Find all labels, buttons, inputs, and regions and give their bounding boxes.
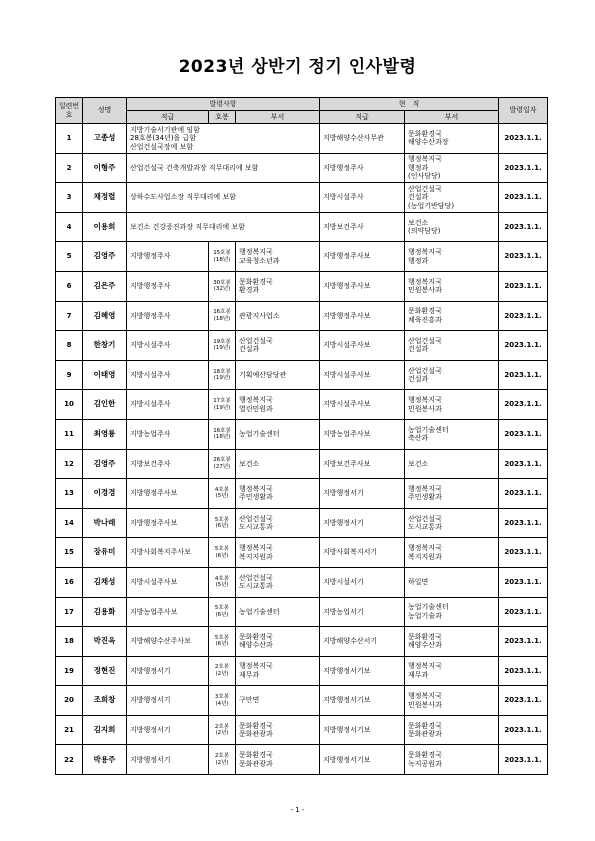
person-name: 고종성: [83, 124, 127, 154]
person-name: 박진옥: [83, 627, 127, 657]
appointment-date: 2023.1.1.: [499, 242, 548, 272]
header-name: 성명: [83, 98, 127, 124]
page-title: 2023년 상반기 정기 인사발령: [178, 57, 417, 77]
new-department: 문화환경국 문화관광과: [236, 715, 320, 745]
table-row: [56, 419, 548, 449]
new-rank: 지방행정서기: [127, 715, 209, 745]
row-number: 14: [56, 508, 83, 538]
current-department: 행정복지국 주민생활과: [405, 479, 499, 509]
current-rank: 지방행정서기보: [320, 715, 405, 745]
row-number: 9: [56, 360, 83, 390]
current-rank: 지방행정서기: [320, 479, 405, 509]
appointment-date: 2023.1.1.: [499, 212, 548, 242]
appointment-date: 2023.1.1.: [499, 360, 548, 390]
new-department: 구만면: [236, 686, 320, 716]
person-name: 장유미: [83, 538, 127, 568]
person-name: 최영룡: [83, 419, 127, 449]
person-name: 이경경: [83, 479, 127, 509]
current-rank: 지방행정주사보: [320, 242, 405, 272]
pay-step: 16호봉 (18년): [209, 301, 236, 331]
appointment-text: 산업건설국 건축개발과장 직무대리에 보함: [127, 153, 320, 183]
person-name: 김채성: [83, 567, 127, 597]
row-number: 7: [56, 301, 83, 331]
appointment-date: 2023.1.1.: [499, 508, 548, 538]
appointment-text: 지방기술서기관에 임함 28호봉(34년)을 급함 산업건설국장에 보함: [127, 124, 320, 154]
current-department: 행정복지국 행정과 (인사담당): [405, 153, 499, 183]
current-department: 문화환경국 해양수산과: [405, 627, 499, 657]
table-row: [56, 449, 548, 479]
appointment-date: 2023.1.1.: [499, 627, 548, 657]
row-number: 17: [56, 597, 83, 627]
pay-step: 5호봉 (6년): [209, 597, 236, 627]
new-rank: 지방행정주사보: [127, 479, 209, 509]
current-department: 문화환경국 해양수산과장: [405, 124, 499, 154]
table-row: [56, 567, 548, 597]
new-department: 산업건설국 도시교통과: [236, 508, 320, 538]
row-number: 12: [56, 449, 83, 479]
current-department: 행정복지국 재무과: [405, 656, 499, 686]
pay-step: 18호봉 (19년): [209, 360, 236, 390]
appointment-date: 2023.1.1.: [499, 745, 548, 775]
current-rank: 지방시설서기: [320, 567, 405, 597]
pay-step: 15호봉 (18년): [209, 242, 236, 272]
table-row: [56, 686, 548, 716]
pay-step: 2호봉 (2년): [209, 715, 236, 745]
page-number: - 1 -: [290, 806, 305, 814]
row-number: 5: [56, 242, 83, 272]
header-dept: 부서: [236, 111, 320, 124]
new-department: 행정복지국 교육청소년과: [236, 242, 320, 272]
pay-step: 19호봉 (19년): [209, 331, 236, 361]
current-department: 행정복지국 민원봉사과: [405, 271, 499, 301]
current-rank: 지방시설주사보: [320, 360, 405, 390]
person-name: 박용주: [83, 745, 127, 775]
new-rank: 지방행정주사: [127, 271, 209, 301]
row-number: 6: [56, 271, 83, 301]
current-department: 산업건설국 건설과 (농업기반담당): [405, 183, 499, 213]
appointment-date: 2023.1.1.: [499, 390, 548, 420]
current-department: 농업기술센터 축산과: [405, 419, 499, 449]
row-number: 20: [56, 686, 83, 716]
new-department: 산업건설국 도시교통과: [236, 567, 320, 597]
new-rank: 지방행정주사: [127, 242, 209, 272]
current-department: 행정복지국 복지지원과: [405, 538, 499, 568]
person-name: 김용화: [83, 597, 127, 627]
table-row: [56, 301, 548, 331]
table-row: [56, 627, 548, 657]
new-department: 관광지사업소: [236, 301, 320, 331]
appointment-text: 상하수도사업소장 직무대리에 보함: [127, 183, 320, 213]
person-name: 김지희: [83, 715, 127, 745]
new-department: 보건소: [236, 449, 320, 479]
new-department: 행정복지국 복지지원과: [236, 538, 320, 568]
row-number: 11: [56, 419, 83, 449]
row-number: 8: [56, 331, 83, 361]
person-name: 김은주: [83, 271, 127, 301]
row-number: 4: [56, 212, 83, 242]
appointment-date: 2023.1.1.: [499, 271, 548, 301]
pay-step: 26호봉 (27년): [209, 449, 236, 479]
table-row: [56, 508, 548, 538]
table-body: [56, 124, 548, 775]
row-number: 21: [56, 715, 83, 745]
current-rank: 지방행정서기보: [320, 745, 405, 775]
current-department: 하일면: [405, 567, 499, 597]
row-number: 10: [56, 390, 83, 420]
table-row: [56, 538, 548, 568]
table-row: [56, 745, 548, 775]
table-row: [56, 656, 548, 686]
row-number: 18: [56, 627, 83, 657]
appointment-date: 2023.1.1.: [499, 686, 548, 716]
current-department: 행정복지국 행정과: [405, 242, 499, 272]
person-name: 김인한: [83, 390, 127, 420]
pay-step: 3호봉 (4년): [209, 686, 236, 716]
person-name: 김영주: [83, 449, 127, 479]
pay-step: 4호봉 (5년): [209, 567, 236, 597]
current-department: 농업기술센터 농업기술과: [405, 597, 499, 627]
person-name: 이형주: [83, 153, 127, 183]
current-rank: 지방행정주사보: [320, 301, 405, 331]
new-department: 문화환경국 해양수산과: [236, 627, 320, 657]
appointment-date: 2023.1.1.: [499, 656, 548, 686]
table-row: [56, 212, 548, 242]
current-rank: 지방보건주사보: [320, 449, 405, 479]
current-department: 산업건설국 건설과: [405, 360, 499, 390]
appointment-date: 2023.1.1.: [499, 419, 548, 449]
person-name: 이태영: [83, 360, 127, 390]
row-number: 1: [56, 124, 83, 154]
appointment-date: 2023.1.1.: [499, 153, 548, 183]
header-rank: 직급: [127, 111, 209, 124]
new-rank: 지방해양수산주사보: [127, 627, 209, 657]
table-row: [56, 271, 548, 301]
row-number: 15: [56, 538, 83, 568]
current-department: 보건소: [405, 449, 499, 479]
current-rank: 지방시설주사보: [320, 331, 405, 361]
table-row: [56, 242, 548, 272]
current-department: 문화환경국 체육진흥과: [405, 301, 499, 331]
new-rank: 지방시설주사: [127, 331, 209, 361]
new-rank: 지방사회복지주사보: [127, 538, 209, 568]
table-row: [56, 360, 548, 390]
current-rank: 지방행정주사: [320, 153, 405, 183]
appointment-date: 2023.1.1.: [499, 331, 548, 361]
person-name: 이용희: [83, 212, 127, 242]
table-row: [56, 153, 548, 183]
pay-step: 5호봉 (6년): [209, 627, 236, 657]
new-rank: 지방시설주사: [127, 360, 209, 390]
row-number: 2: [56, 153, 83, 183]
new-rank: 지방농업주사: [127, 419, 209, 449]
current-department: 보건소 (의약담당): [405, 212, 499, 242]
current-department: 문화환경국 문화관광과: [405, 715, 499, 745]
header-current-rank: 직급: [320, 111, 405, 124]
pay-step: 16호봉 (18년): [209, 419, 236, 449]
person-name: 한창기: [83, 331, 127, 361]
header-date: 발령일자: [499, 98, 548, 124]
new-rank: 지방행정서기: [127, 686, 209, 716]
table-row: [56, 390, 548, 420]
appointment-date: 2023.1.1.: [499, 124, 548, 154]
new-rank: 지방행정서기: [127, 656, 209, 686]
personnel-table: [55, 97, 548, 775]
new-rank: 지방농업주사보: [127, 597, 209, 627]
new-department: 행정복지국 주민생활과: [236, 479, 320, 509]
pay-step: 2호봉 (2년): [209, 745, 236, 775]
row-number: 22: [56, 745, 83, 775]
new-department: 농업기술센터: [236, 419, 320, 449]
current-rank: 지방행정서기: [320, 508, 405, 538]
new-rank: 지방보건주사: [127, 449, 209, 479]
new-rank: 지방행정서기: [127, 745, 209, 775]
new-department: 행정복지국 열린민원과: [236, 390, 320, 420]
table-row: [56, 124, 548, 154]
appointment-date: 2023.1.1.: [499, 567, 548, 597]
current-rank: 지방해양수산서기: [320, 627, 405, 657]
new-department: 문화환경국 환경과: [236, 271, 320, 301]
appointment-date: 2023.1.1.: [499, 715, 548, 745]
row-number: 19: [56, 656, 83, 686]
person-name: 박나래: [83, 508, 127, 538]
table-row: [56, 715, 548, 745]
new-department: 농업기술센터: [236, 597, 320, 627]
person-name: 조희창: [83, 686, 127, 716]
header-current: 현 직: [320, 98, 499, 111]
current-rank: 지방행정서기보: [320, 656, 405, 686]
new-rank: 지방시설주사: [127, 390, 209, 420]
appointment-text: 보건소 건강증진과장 직무대리에 보함: [127, 212, 320, 242]
header-appointment: 발령사항: [127, 98, 320, 111]
pay-step: 30호봉 (32년): [209, 271, 236, 301]
current-rank: 지방시설주사보: [320, 390, 405, 420]
current-rank: 지방사회복지서기: [320, 538, 405, 568]
new-rank: 지방시설주사보: [127, 567, 209, 597]
table-row: [56, 479, 548, 509]
new-department: 기획예산담당관: [236, 360, 320, 390]
current-department: 행정복지국 민원봉사과: [405, 390, 499, 420]
row-number: 3: [56, 183, 83, 213]
pay-step: 2호봉 (2년): [209, 656, 236, 686]
pay-step: 17호봉 (19년): [209, 390, 236, 420]
current-rank: 지방시설주사: [320, 183, 405, 213]
pay-step: 5호봉 (6년): [209, 538, 236, 568]
new-department: 산업건설국 건설과: [236, 331, 320, 361]
current-department: 문화환경국 녹지공원과: [405, 745, 499, 775]
appointment-date: 2023.1.1.: [499, 479, 548, 509]
current-rank: 지방행정서기보: [320, 686, 405, 716]
new-rank: 지방행정주사: [127, 301, 209, 331]
pay-step: 5호봉 (6년): [209, 508, 236, 538]
row-number: 13: [56, 479, 83, 509]
new-department: 문화환경국 문화관광과: [236, 745, 320, 775]
table-row: [56, 597, 548, 627]
pay-step: 4호봉 (5년): [209, 479, 236, 509]
table-row: [56, 331, 548, 361]
current-rank: 지방농업주사보: [320, 419, 405, 449]
appointment-date: 2023.1.1.: [499, 597, 548, 627]
current-department: 산업건설국 도시교통과: [405, 508, 499, 538]
new-rank: 지방행정주사보: [127, 508, 209, 538]
person-name: 김혜영: [83, 301, 127, 331]
current-rank: 지방보건주사: [320, 212, 405, 242]
header-no: 일련번호: [56, 98, 83, 124]
table-row: [56, 183, 548, 213]
header-current-dept: 부서: [405, 111, 499, 124]
current-department: 산업건설국 건설과: [405, 331, 499, 361]
person-name: 김영주: [83, 242, 127, 272]
appointment-date: 2023.1.1.: [499, 301, 548, 331]
new-department: 행정복지국 재무과: [236, 656, 320, 686]
appointment-date: 2023.1.1.: [499, 449, 548, 479]
person-name: 채정렬: [83, 183, 127, 213]
header-step: 호봉: [209, 111, 236, 124]
person-name: 정현진: [83, 656, 127, 686]
appointment-date: 2023.1.1.: [499, 538, 548, 568]
current-department: 행정복지국 민원봉사과: [405, 686, 499, 716]
current-rank: 지방농업서기: [320, 597, 405, 627]
appointment-date: 2023.1.1.: [499, 183, 548, 213]
current-rank: 지방행정주사보: [320, 271, 405, 301]
current-rank: 지방해양수산사무관: [320, 124, 405, 154]
row-number: 16: [56, 567, 83, 597]
